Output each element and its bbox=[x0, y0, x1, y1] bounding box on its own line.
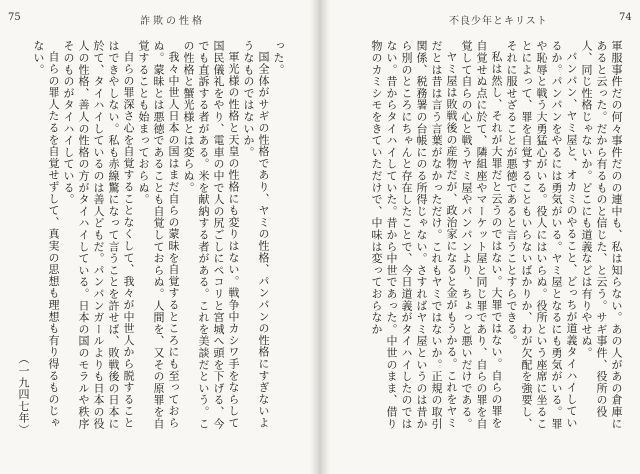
paragraph: 自らの罪人たるを自覚せずして、真実の思想も理想も有り得るものじゃない。 bbox=[32, 40, 60, 429]
paragraph: 軍光様の性格と天皇の性格にも変りはない。戦争中カシワ手をならして国民儀礼をやり、電車の中で人の尻ごしにペコリと宮城へ頭を下げる、今でも直訴する者がある。米を献納する者がある。これを美談だという。この性格と蟹光様とは変らぬ。 bbox=[182, 40, 240, 430]
paragraph: 自らの罪深さ心を自覚することなくして、我々が中世人から脱することはできやしない。私も赤線驚になって言うことを許せば、敗戦後の日本に於て、タイハイしているのは善人どもだ。パンパンガールよりも日本の役人の性格、善人の性格の方がタイハイしている。日本の国のモラルや秩序そのものがタイハイしている。 bbox=[62, 40, 135, 430]
left-page bbox=[0, 0, 316, 474]
paragraph: ヤミ屋は敗戦後の産物だが、政治家になると金がもうかる。これをヤミだとは昔は言う言葉がなかっただけ。これもヤミではないか。正規の取引関係、税務署の台帳にのる所得じゃない。さすればヤミ屋というのは昔から別のところにちゃんと存在したことで、今日道義がタイハイしたのではない。昔からタイハイしていた。昔から中世であった。中世のまま、借り物のカミシモをきていただけで、中味は変っておらなか bbox=[370, 40, 458, 430]
page-number: 75 bbox=[8, 12, 21, 23]
paragraph: 我々中世人日本の国はまだ自らの蒙昧を自覚するところにも至っておらぬ。蒙昧とは悪徳であることも自覚しておらぬ。人間を、又その原罪を自覚することも始まっておらぬ。 bbox=[137, 40, 180, 430]
paragraph: 軍服事件だの何々事件だのの連中も、私は知らない。あの人があの倉庫にあると云った。だから有るものと信じた、と云う。サギ事件、役所の役人、同じ性格じゃないか。どこにも道義などは有りやせぬ。 bbox=[580, 40, 623, 430]
right-page bbox=[324, 0, 640, 474]
running-title: 詐欺の性格 bbox=[140, 16, 205, 27]
paragraph: 国全体がサギの性格であり、ヤミの性格、パンパンの性格にすぎないようなものではないか。 bbox=[242, 40, 270, 429]
body-text bbox=[334, 40, 624, 436]
running-title: 不良少年とキリスト bbox=[449, 16, 548, 27]
paragraph: った。 bbox=[272, 40, 285, 76]
date-note: （一九四七年） bbox=[17, 353, 30, 436]
body-text bbox=[17, 40, 286, 436]
page-number: 74 bbox=[619, 12, 632, 23]
paragraph: 私は然し、それが大罪だと云うのではない。大罪ではない。自らの罪を自覚せぬ点に於て、隣組座やマーケット屋と同じ罪であり、自らの罪を自覚して自らの心と戦うヤミ屋やパンパンより、ちょっと悪いだけである。 bbox=[460, 40, 503, 430]
paragraph: パンパン、ヤミ屋と、オカミのやること、どっちが道義タイハイしているか。パンパンをやるには勇気がいる。ヤミ屋となるにも勇気がいる。罪や恥辱と戦う大勇猛心がいる。役人にはいらぬ。役所という座席に坐ることによって、罪を自覚することもいらないばかりか、わが欠配を強要し、それに服せざることが悪徳であると言うことすらできる。 bbox=[505, 40, 578, 430]
